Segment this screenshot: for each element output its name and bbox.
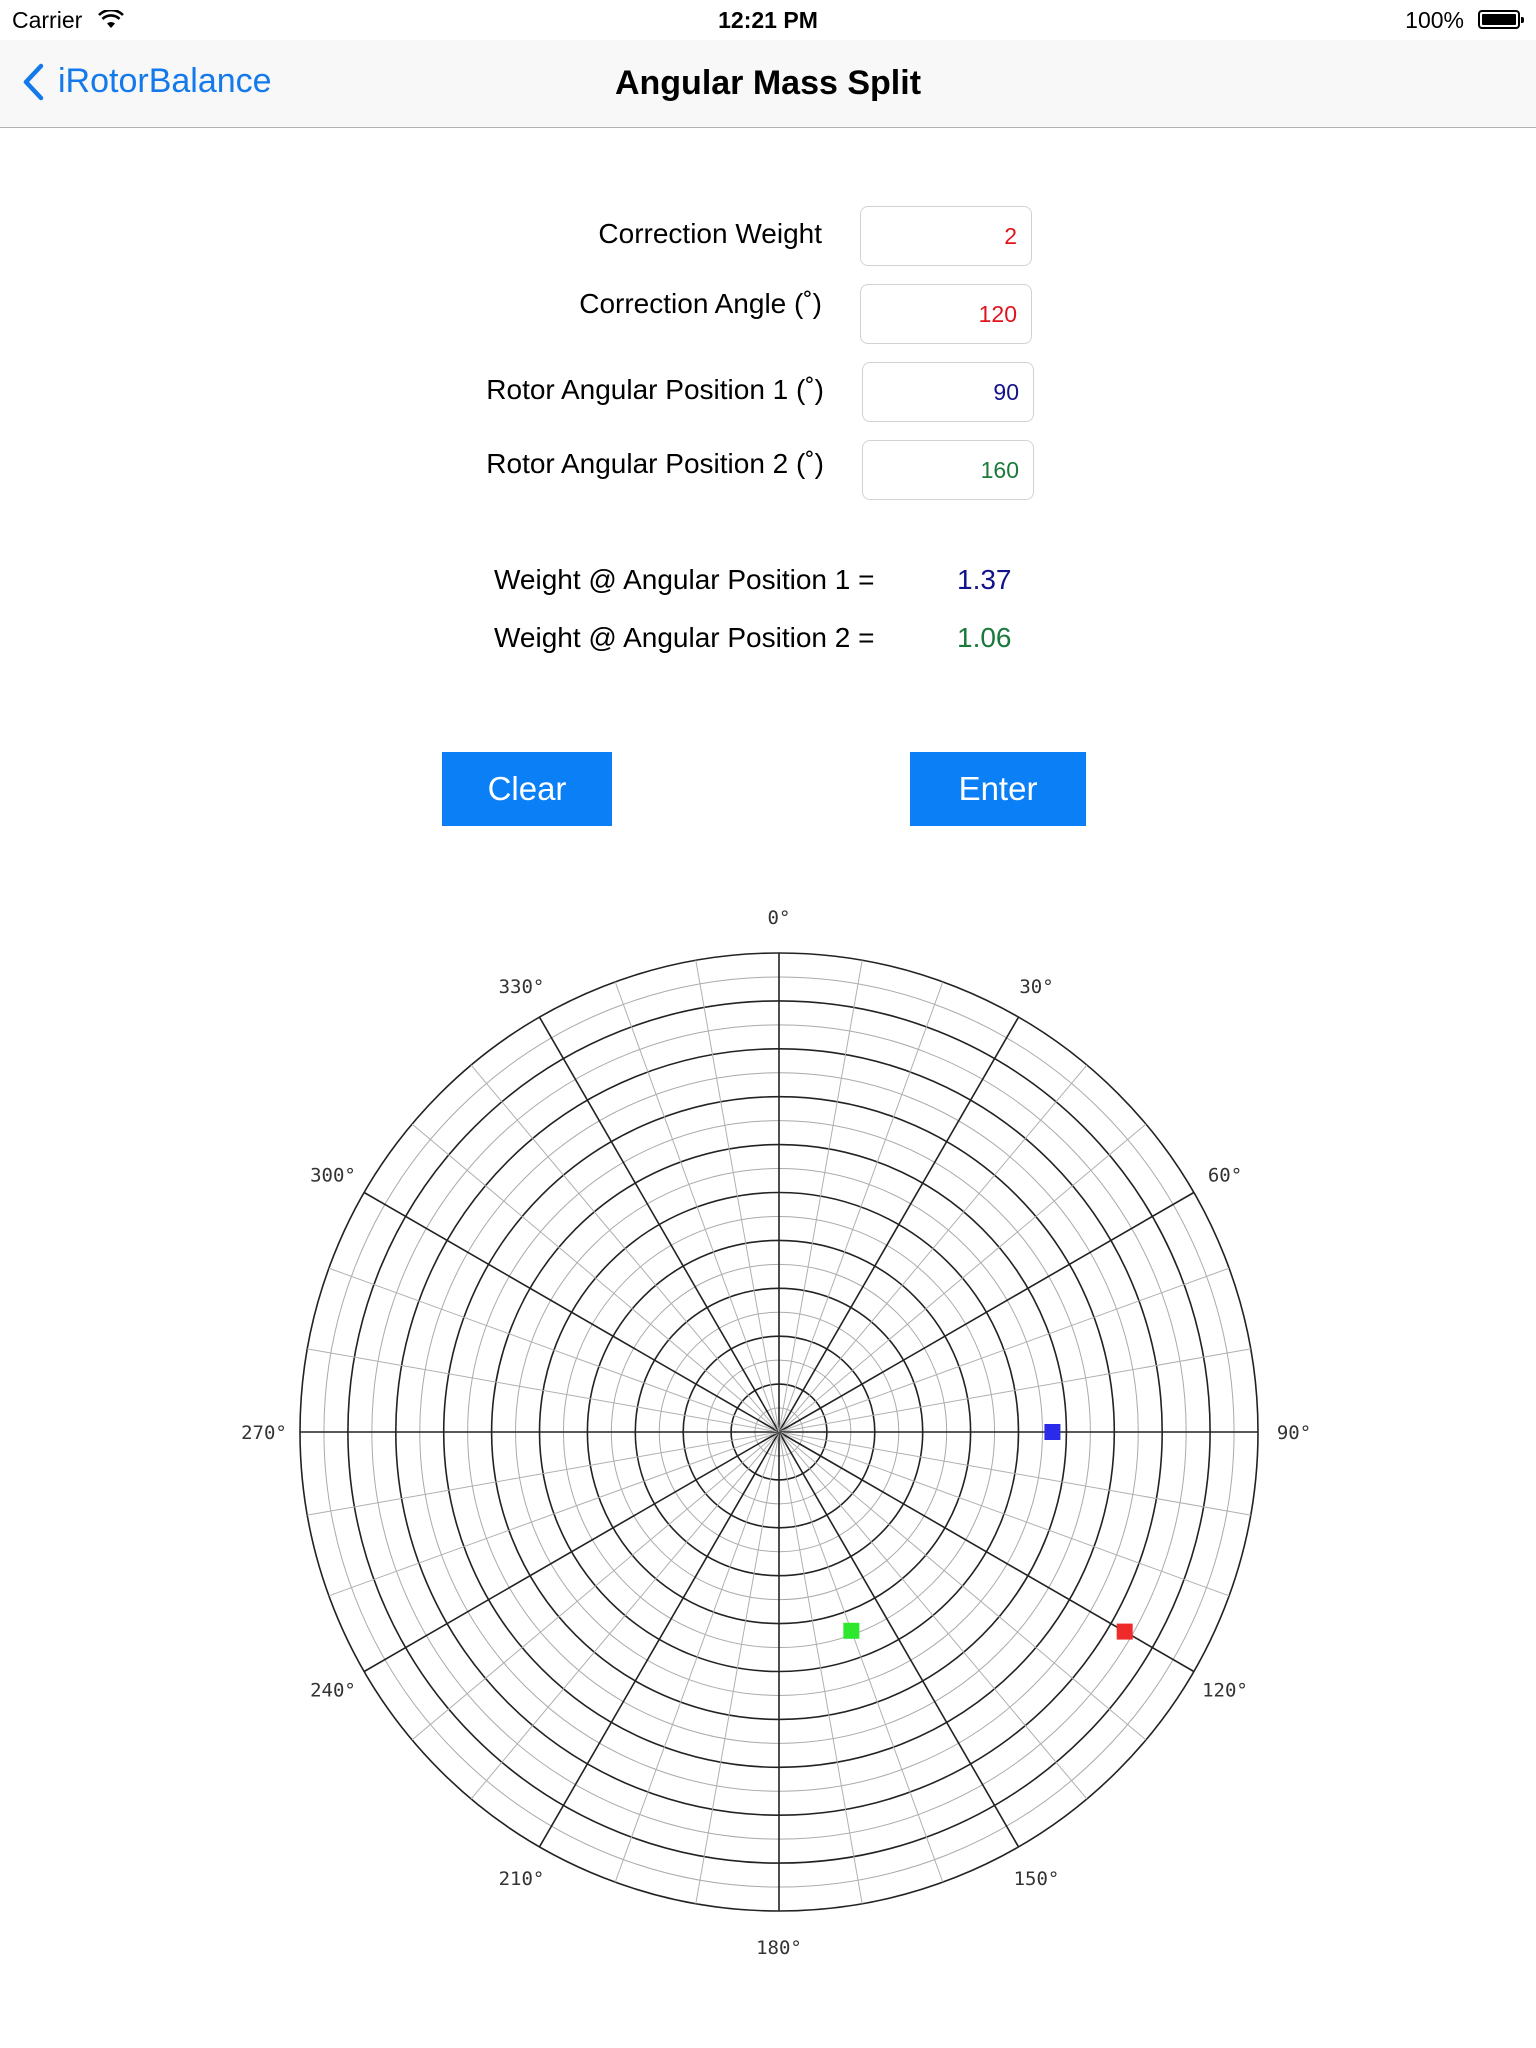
clear-button[interactable]: Clear — [442, 752, 612, 826]
correction-angle-label: Correction Angle (˚) — [579, 288, 822, 319]
grid-spoke — [779, 1124, 1146, 1432]
grid-spoke — [364, 1432, 779, 1672]
angle-tick-label: 60° — [1207, 1164, 1243, 1187]
weight-position-2-value: 1.06 — [957, 622, 1012, 653]
angle-tick-label: 330° — [498, 975, 545, 998]
angle-tick-label: 150° — [1013, 1868, 1060, 1891]
angle-tick-label: 180° — [756, 1937, 802, 1959]
rotor-position-2-field[interactable]: 160 — [862, 440, 1034, 500]
carrier-label: Carrier — [12, 7, 83, 33]
rotor-position-2-label: Rotor Angular Position 2 (˚) — [486, 448, 824, 479]
angle-tick-label: 90° — [1276, 1422, 1312, 1444]
weight-position-1-label: Weight @ Angular Position 1 = — [494, 564, 875, 595]
weight-position-2-label: Weight @ Angular Position 2 = — [494, 622, 875, 653]
angle-tick-label: 0° — [767, 907, 791, 929]
grid-spoke — [412, 1124, 779, 1432]
rotor-position-1-label: Rotor Angular Position 1 (˚) — [486, 374, 824, 405]
enter-button[interactable]: Enter — [910, 752, 1086, 826]
weight-position-1-value: 1.37 — [957, 564, 1012, 595]
grid-spoke — [779, 1017, 1019, 1432]
angle-tick-label: 30° — [1019, 975, 1054, 998]
angle-tick-label: 300° — [310, 1164, 356, 1187]
grid-spoke — [540, 1432, 780, 1847]
grid-spoke — [779, 1193, 1194, 1433]
data-point — [1117, 1624, 1133, 1640]
correction-weight-field[interactable]: 2 — [860, 206, 1032, 266]
grid-spoke — [471, 1065, 779, 1432]
data-point — [1044, 1424, 1060, 1440]
correction-weight-label: Correction Weight — [598, 218, 822, 249]
rotor-position-1-field[interactable]: 90 — [862, 362, 1034, 422]
angle-tick-label: 270° — [241, 1422, 287, 1444]
grid-spoke — [471, 1432, 779, 1799]
status-time: 12:21 PM — [718, 7, 818, 33]
data-point — [843, 1623, 859, 1639]
grid-spoke — [779, 1065, 1087, 1432]
back-button-label: iRotorBalance — [58, 62, 272, 100]
angle-tick-label: 240° — [310, 1679, 356, 1702]
battery-percent: 100% — [1405, 7, 1464, 33]
grid-spoke — [779, 1432, 1087, 1799]
grid-spoke — [364, 1193, 779, 1433]
grid-spoke — [540, 1017, 780, 1432]
grid-spoke — [412, 1432, 779, 1740]
grid-spoke — [779, 1432, 1146, 1740]
angle-tick-label: 120° — [1202, 1679, 1248, 1702]
angle-tick-label: 210° — [498, 1868, 545, 1891]
correction-angle-field[interactable]: 120 — [860, 284, 1032, 344]
grid-spoke — [779, 1432, 1019, 1847]
page-title: Angular Mass Split — [614, 64, 922, 102]
